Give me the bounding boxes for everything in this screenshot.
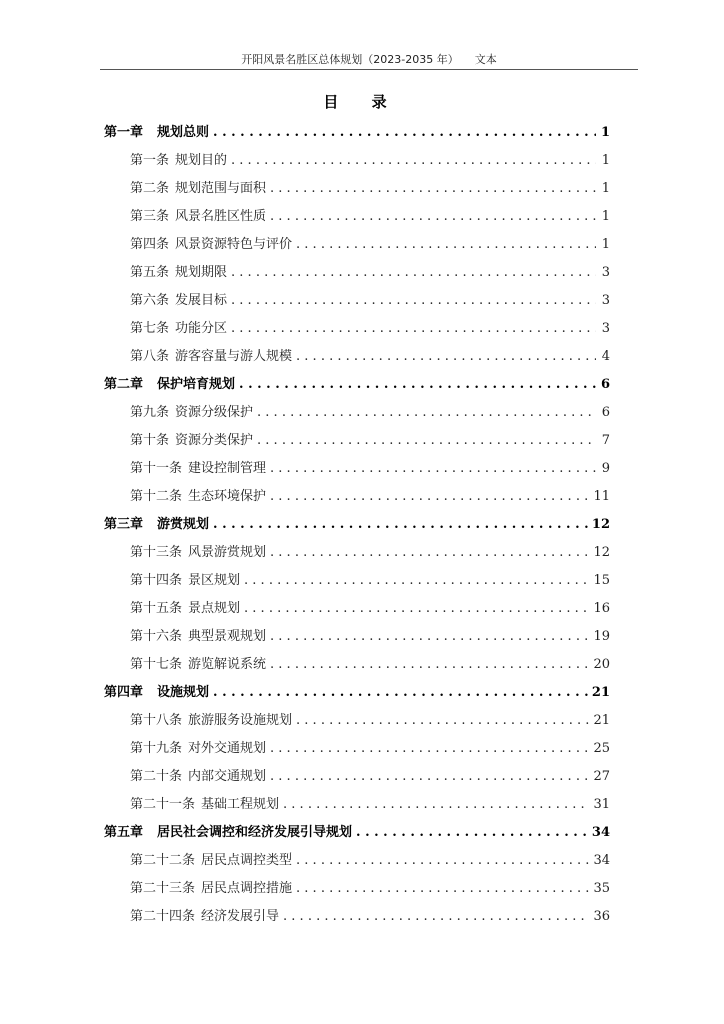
toc-dot-leader: [213, 119, 596, 147]
toc-article-entry[interactable]: [104, 903, 610, 931]
toc-article-entry[interactable]: [104, 791, 610, 819]
toc-page-number: 36: [593, 909, 610, 924]
toc-article-entry[interactable]: [104, 707, 610, 735]
toc-dot-leader: [296, 875, 589, 903]
toc-dot-leader: [257, 399, 596, 427]
toc-dot-leader: [270, 623, 589, 651]
toc-entry-label: [130, 315, 227, 343]
toc-dot-leader: [257, 427, 596, 455]
toc-entry-number: 第四章: [104, 685, 144, 700]
toc-entry-number: 第十七条: [130, 657, 183, 672]
toc-entry-number: 第一章: [104, 125, 144, 140]
toc-page-number: 6: [601, 405, 610, 420]
toc-entry-label: [130, 595, 240, 623]
toc-entry-number: 第十三条: [130, 545, 183, 560]
toc-dot-leader: [270, 175, 596, 203]
toc-page-number: 25: [593, 741, 610, 756]
toc-dot-leader: [231, 287, 596, 315]
toc-entry-label: [104, 819, 352, 847]
table-of-contents: [104, 119, 610, 931]
toc-page-number: 21: [591, 685, 610, 700]
toc-entry-title: 典型景观规划: [188, 629, 267, 644]
toc-article-entry[interactable]: [104, 455, 610, 483]
toc-dot-leader: [213, 511, 588, 539]
toc-entry-number: 第八条: [130, 349, 170, 364]
toc-dot-leader: [296, 231, 596, 259]
toc-entry-title: 规划期限: [175, 265, 228, 280]
toc-entry-number: 第十条: [130, 433, 170, 448]
toc-entry-label: [130, 287, 227, 315]
toc-page-number: 12: [591, 517, 610, 532]
toc-page-number: 1: [601, 237, 610, 252]
toc-entry-title: 建设控制管理: [188, 461, 267, 476]
toc-dot-leader: [356, 819, 588, 847]
toc-entry-title: 规划目的: [175, 153, 228, 168]
toc-entry-label: [130, 707, 292, 735]
toc-page-number: 19: [593, 629, 610, 644]
toc-entry-label: [130, 259, 227, 287]
toc-entry-title: 游览解说系统: [188, 657, 267, 672]
toc-entry-number: 第十六条: [130, 629, 183, 644]
toc-dot-leader: [283, 791, 589, 819]
toc-article-entry[interactable]: [104, 567, 610, 595]
toc-entry-number: 第二章: [104, 377, 144, 392]
toc-page-number: 1: [601, 153, 610, 168]
toc-entry-title: 功能分区: [175, 321, 228, 336]
toc-entry-number: 第二十三条: [130, 881, 196, 896]
toc-page-number: 9: [601, 461, 610, 476]
toc-chapter-entry[interactable]: [104, 511, 610, 539]
toc-entry-title: 内部交通规划: [188, 769, 267, 784]
toc-entry-label: [130, 483, 266, 511]
toc-entry-label: [130, 455, 266, 483]
toc-page-number: 20: [593, 657, 610, 672]
toc-article-entry[interactable]: [104, 287, 610, 315]
toc-entry-title: 景区规划: [188, 573, 241, 588]
toc-entry-number: 第十二条: [130, 489, 183, 504]
toc-entry-title: 旅游服务设施规划: [188, 713, 293, 728]
toc-entry-title: 生态环境保护: [188, 489, 267, 504]
toc-article-entry[interactable]: [104, 343, 610, 371]
toc-page-number: 12: [593, 545, 610, 560]
toc-page-number: 7: [601, 433, 610, 448]
toc-entry-label: [130, 623, 266, 651]
toc-page-number: 34: [591, 825, 610, 840]
toc-entry-label: [130, 875, 292, 903]
toc-dot-leader: [231, 259, 596, 287]
toc-page-number: 21: [593, 713, 610, 728]
toc-article-entry[interactable]: [104, 259, 610, 287]
toc-page-number: 16: [593, 601, 610, 616]
toc-entry-number: 第十八条: [130, 713, 183, 728]
toc-chapter-entry[interactable]: [104, 819, 610, 847]
toc-dot-leader: [270, 763, 589, 791]
toc-entry-number: 第十五条: [130, 601, 183, 616]
toc-article-entry[interactable]: [104, 427, 610, 455]
toc-dot-leader: [296, 343, 596, 371]
toc-page-number: 4: [601, 349, 610, 364]
toc-page-number: 3: [601, 265, 610, 280]
toc-page-number: 3: [601, 293, 610, 308]
toc-entry-label: [130, 651, 266, 679]
toc-entry-label: [130, 399, 253, 427]
toc-entry-label: [130, 735, 266, 763]
toc-entry-label: [130, 343, 292, 371]
toc-dot-leader: [270, 483, 589, 511]
toc-page-number: 35: [593, 881, 610, 896]
toc-entry-title: 规划总则: [157, 125, 210, 140]
toc-dot-leader: [244, 595, 589, 623]
toc-entry-title: 发展目标: [175, 293, 228, 308]
running-header: [100, 52, 638, 68]
toc-entry-title: 景点规划: [188, 601, 241, 616]
toc-entry-number: 第十四条: [130, 573, 183, 588]
toc-entry-title: 资源分类保护: [175, 433, 254, 448]
toc-entry-number: 第九条: [130, 405, 170, 420]
toc-dot-leader: [296, 847, 589, 875]
toc-article-entry[interactable]: [104, 483, 610, 511]
toc-article-entry[interactable]: [104, 203, 610, 231]
toc-entry-label: [130, 175, 266, 203]
toc-entry-label: [130, 427, 253, 455]
toc-entry-number: 第二条: [130, 181, 170, 196]
toc-dot-leader: [270, 651, 589, 679]
toc-article-entry[interactable]: [104, 595, 610, 623]
toc-entry-label: [130, 763, 266, 791]
toc-dot-leader: [296, 707, 589, 735]
toc-article-entry[interactable]: [104, 175, 610, 203]
toc-entry-title: 风景游赏规划: [188, 545, 267, 560]
toc-dot-leader: [213, 679, 588, 707]
toc-entry-label: [130, 539, 266, 567]
toc-entry-number: 第二十条: [130, 769, 183, 784]
toc-dot-leader: [239, 371, 596, 399]
toc-entry-number: 第五章: [104, 825, 144, 840]
toc-entry-title: 居民点调控措施: [201, 881, 293, 896]
toc-article-entry[interactable]: [104, 847, 610, 875]
toc-entry-title: 游客容量与游人规模: [175, 349, 293, 364]
toc-entry-number: 第六条: [130, 293, 170, 308]
toc-entry-label: [130, 791, 279, 819]
toc-entry-label: [104, 511, 209, 539]
toc-entry-title: 风景名胜区性质: [175, 209, 267, 224]
toc-page-number: 6: [600, 377, 610, 392]
toc-entry-label: [130, 847, 292, 875]
toc-entry-number: 第三章: [104, 517, 144, 532]
toc-dot-leader: [270, 735, 589, 763]
toc-entry-number: 第七条: [130, 321, 170, 336]
toc-entry-label: [104, 119, 209, 147]
toc-entry-label: [130, 231, 292, 259]
toc-page-number: 1: [601, 181, 610, 196]
toc-article-entry[interactable]: [104, 735, 610, 763]
toc-entry-title: 保护培育规划: [157, 377, 236, 392]
toc-entry-title: 资源分级保护: [175, 405, 254, 420]
toc-entry-number: 第二十一条: [130, 797, 196, 812]
toc-entry-number: 第三条: [130, 209, 170, 224]
toc-chapter-entry[interactable]: [104, 119, 610, 147]
toc-entry-title: 居民社会调控和经济发展引导规划: [157, 825, 353, 840]
toc-entry-label: [130, 147, 227, 175]
toc-page-number: 27: [593, 769, 610, 784]
toc-article-entry[interactable]: [104, 539, 610, 567]
toc-entry-title: 基础工程规划: [201, 797, 280, 812]
toc-dot-leader: [270, 455, 596, 483]
toc-article-entry[interactable]: [104, 763, 610, 791]
toc-page-number: 1: [601, 209, 610, 224]
toc-dot-leader: [270, 539, 589, 567]
toc-entry-title: 居民点调控类型: [201, 853, 293, 868]
toc-page-number: 3: [601, 321, 610, 336]
toc-chapter-entry[interactable]: [104, 679, 610, 707]
toc-entry-number: 第一条: [130, 153, 170, 168]
toc-dot-leader: [231, 147, 596, 175]
toc-entry-number: 第四条: [130, 237, 170, 252]
toc-page-number: 15: [593, 573, 610, 588]
toc-dot-leader: [244, 567, 589, 595]
toc-entry-number: 第二十四条: [130, 909, 196, 924]
toc-entry-number: 第二十二条: [130, 853, 196, 868]
header-title: 开阳风景名胜区总体规划（2023-2035 年）: [241, 53, 459, 66]
toc-dot-leader: [231, 315, 596, 343]
toc-page-number: 31: [593, 797, 610, 812]
toc-article-entry[interactable]: [104, 315, 610, 343]
header-doc-type: 文本: [474, 53, 497, 66]
toc-article-entry[interactable]: [104, 231, 610, 259]
toc-article-entry[interactable]: [104, 623, 610, 651]
toc-entry-label: [130, 903, 279, 931]
toc-entry-label: [130, 567, 240, 595]
toc-entry-label: [104, 371, 235, 399]
toc-dot-leader: [270, 203, 596, 231]
toc-article-entry[interactable]: [104, 399, 610, 427]
toc-page-number: 11: [593, 489, 610, 504]
toc-page-number: 34: [593, 853, 610, 868]
toc-page-number: 1: [600, 125, 610, 140]
toc-entry-title: 规划范围与面积: [175, 181, 267, 196]
toc-entry-title: 设施规划: [157, 685, 210, 700]
toc-entry-title: 风景资源特色与评价: [175, 237, 293, 252]
toc-title: 目 录: [323, 93, 401, 111]
toc-entry-number: 第五条: [130, 265, 170, 280]
toc-chapter-entry[interactable]: [104, 371, 610, 399]
toc-entry-label: [104, 679, 209, 707]
toc-entry-number: 第十一条: [130, 461, 183, 476]
toc-article-entry[interactable]: [104, 147, 610, 175]
header-rule: [100, 69, 638, 70]
toc-dot-leader: [283, 903, 589, 931]
toc-entry-title: 对外交通规划: [188, 741, 267, 756]
toc-entry-number: 第十九条: [130, 741, 183, 756]
toc-article-entry[interactable]: [104, 875, 610, 903]
toc-article-entry[interactable]: [104, 651, 610, 679]
toc-entry-label: [130, 203, 266, 231]
toc-entry-title: 经济发展引导: [201, 909, 280, 924]
toc-entry-title: 游赏规划: [157, 517, 210, 532]
